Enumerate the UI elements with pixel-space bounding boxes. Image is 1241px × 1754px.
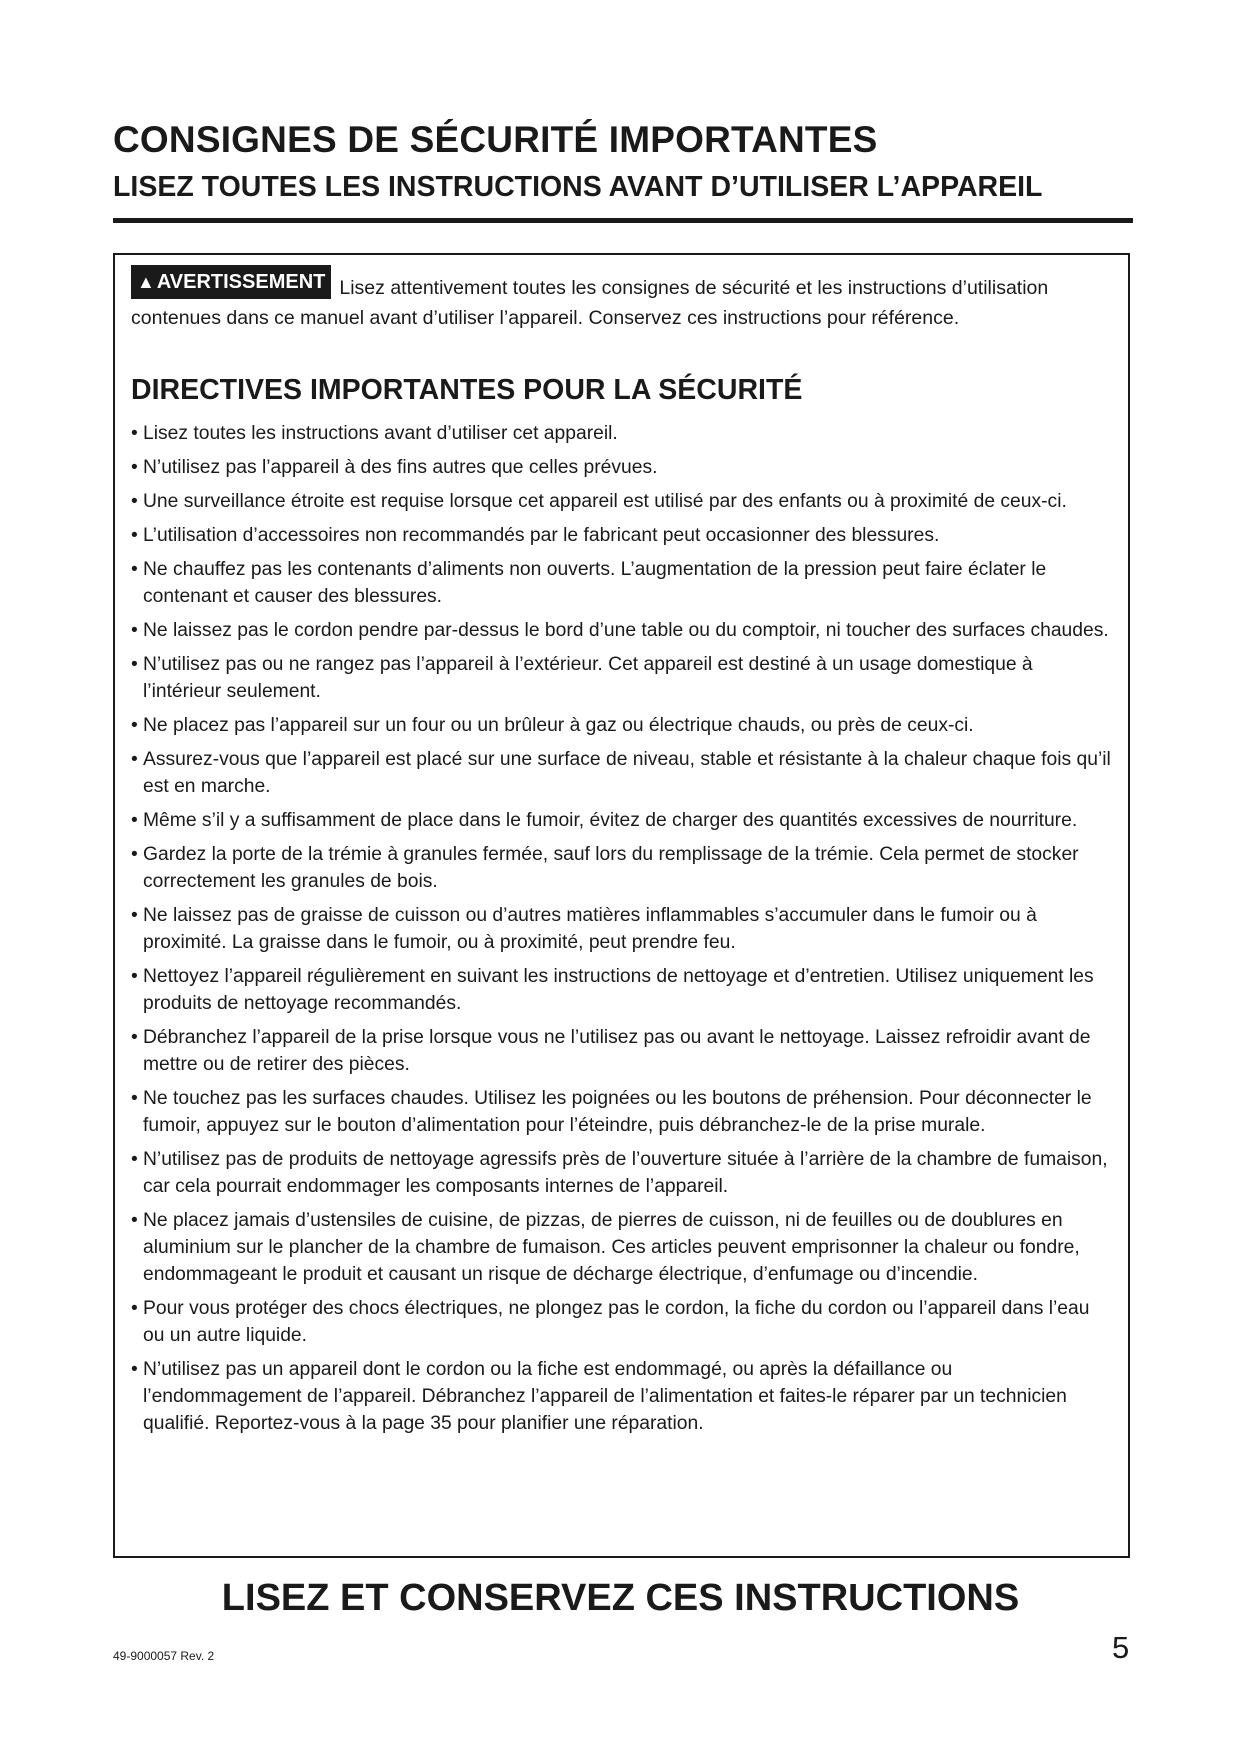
safety-item: • Assurez-vous que l’appareil est placé sur une surface de niveau, stable et résistante à la chaleur chaque fois qu’il est en marche. [131,746,1111,800]
safety-item: • Ne chauffez pas les contenants d’aliments non ouverts. L’augmentation de la pression peut faire éclater le contenant et causer des blessures. [131,556,1111,610]
safety-item: • Même s’il y a suffisamment de place dans le fumoir, évitez de charger des quantités excessives de nourriture. [131,807,1111,834]
safety-item: • Ne laissez pas de graisse de cuisson ou d’autres matières inflammables s’accumuler dans le fumoir ou à proximité. La graisse dans le fumoir, ou à proximité, peut prendre feu. [131,902,1111,956]
warning-badge [131,265,331,299]
safety-item: • Ne placez pas l’appareil sur un four ou un brûleur à gaz ou électrique chauds, ou près de ceux-ci. [131,712,1111,739]
safety-item: • N’utilisez pas de produits de nettoyage agressifs près de l’ouverture située à l’arrière de la chambre de fumaison, car cela pourrait endommager les composants internes de l’appareil. [131,1146,1111,1200]
directives-heading: DIRECTIVES IMPORTANTES POUR LA SÉCURITÉ [131,374,803,406]
safety-item: • Pour vous protéger des chocs électriques, ne plongez pas le cordon, la fiche du cordon ou l’appareil dans l’eau ou un autre liquide. [131,1295,1111,1349]
safety-item: • L’utilisation d’accessoires non recommandés par le fabricant peut occasionner des blessures. [131,522,1111,549]
safety-item: • Une surveillance étroite est requise lorsque cet appareil est utilisé par des enfants ou à proximité de ceux-ci. [131,488,1111,515]
warning-triangle-icon: ▲ [137,272,155,292]
safety-list [131,420,1111,1444]
page-subtitle: LISEZ TOUTES LES INSTRUCTIONS AVANT D’UTILISER L’APPAREIL [113,171,1043,203]
warning-box [113,253,1130,1558]
safety-item: • Ne placez jamais d’ustensiles de cuisine, de pizzas, de pierres de cuisson, ni de feuilles ou de doublures en aluminium sur le plancher de la chambre de fumaison. Ces articles peuvent emprisonner la chaleur ou fondre, endommageant le produit et causant un risque de décharge électrique, d’enfumage ou d’incendie. [131,1207,1111,1288]
page-title: CONSIGNES DE SÉCURITÉ IMPORTANTES [113,119,878,160]
warning-intro [131,271,1096,331]
title-divider [113,218,1133,223]
safety-item: • N’utilisez pas l’appareil à des fins autres que celles prévues. [131,454,1111,481]
safety-item: • Gardez la porte de la trémie à granules fermée, sauf lors du remplissage de la trémie. Cela permet de stocker correctement les granules de bois. [131,841,1111,895]
document-number: 49-9000057 Rev. 2 [113,1649,215,1663]
safety-item: • N’utilisez pas ou ne rangez pas l’appareil à l’extérieur. Cet appareil est destiné à un usage domestique à l’intérieur seulement. [131,651,1111,705]
safety-item: • Débranchez l’appareil de la prise lorsque vous ne l’utilisez pas ou avant le nettoyage. Laissez refroidir avant de mettre ou de retirer des pièces. [131,1024,1111,1078]
safety-item: • Ne laissez pas le cordon pendre par-dessus le bord d’une table ou du comptoir, ni toucher des surfaces chaudes. [131,617,1111,644]
page-number: 5 [1112,1630,1130,1665]
warning-intro-text: Lisez attentivement toutes les consignes de sécurité et les instructions d’utilisation contenues dans ce manuel avant d’utiliser l’appareil. Conservez ces instructions pour référence. [131,277,1049,329]
safety-item: • Ne touchez pas les surfaces chaudes. Utilisez les poignées ou les boutons de préhension. Pour déconnecter le fumoir, appuyez sur le bouton d’alimentation pour l’éteindre, puis débranchez-le de la prise murale. [131,1085,1111,1139]
closing-title: LISEZ ET CONSERVEZ CES INSTRUCTIONS [221,1577,1020,1619]
safety-item: • Lisez toutes les instructions avant d’utiliser cet appareil. [131,420,1111,447]
safety-item: • N’utilisez pas un appareil dont le cordon ou la fiche est endommagé, ou après la défaillance ou l’endommagement de l’appareil. Débranchez l’appareil de l’alimentation et faites-le réparer par un technicien qualifié. Reportez-vous à la page 35 pour planifier une réparation. [131,1356,1111,1437]
safety-item: • Nettoyez l’appareil régulièrement en suivant les instructions de nettoyage et d’entretien. Utilisez uniquement les produits de nettoyage recommandés. [131,963,1111,1017]
warning-badge-label: AVERTISSEMENT [156,271,326,293]
